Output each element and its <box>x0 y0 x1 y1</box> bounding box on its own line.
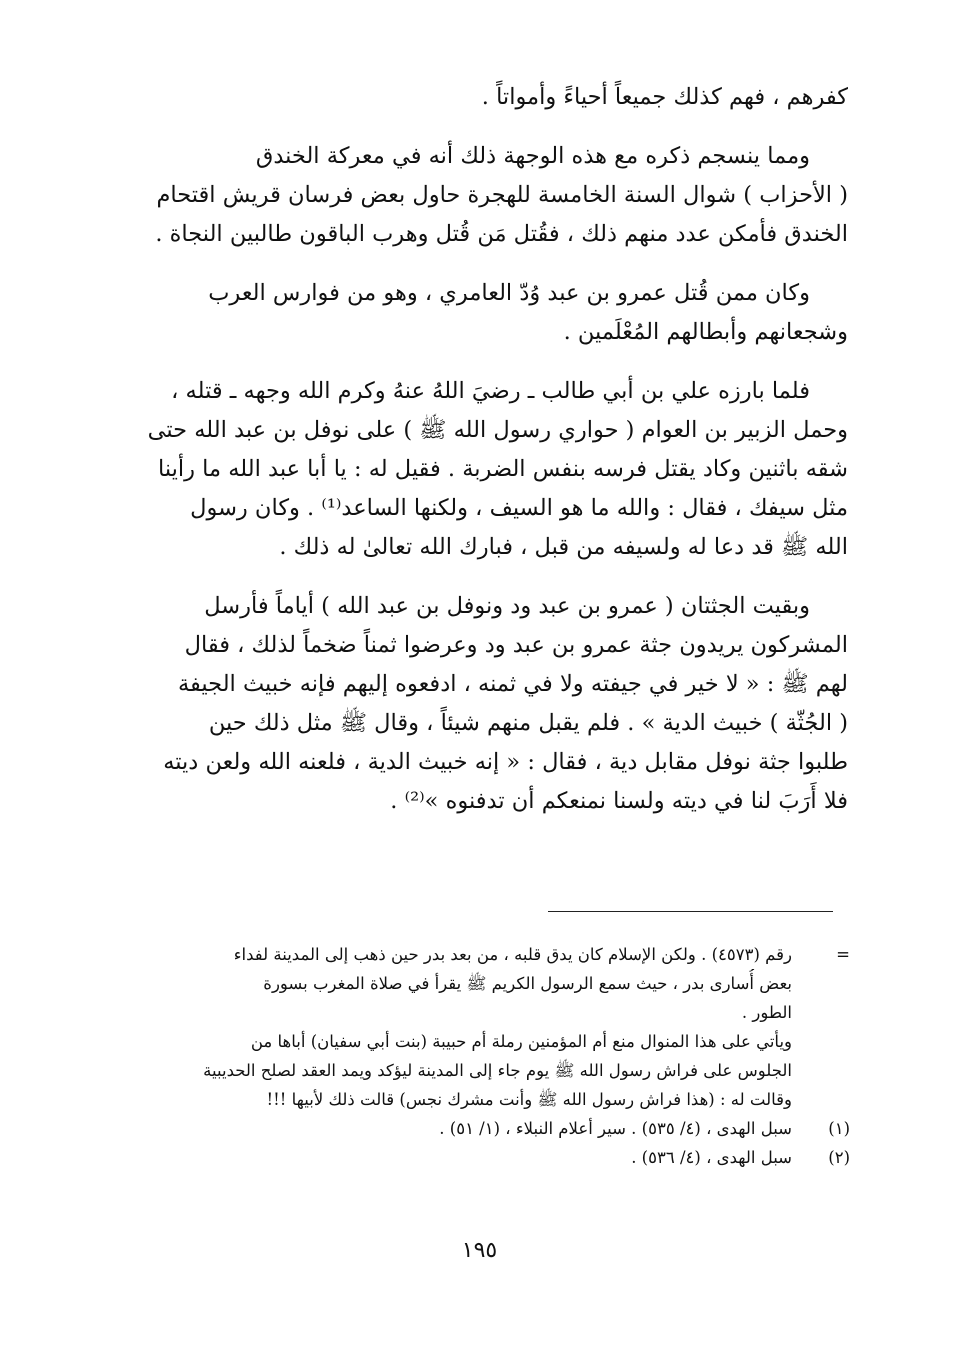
footnote-text: رقم (٤٥٧٣) . ولكن الإسلام كان يدق قلبه ، من بعد بدر حين ذهب إلى المدينة لفداء <box>233 945 792 964</box>
footnote-continuation-line: بعض أُسارى بدر ، حيث سمع الرسول الكريم ﷺ يقرأ في صلاة المغرب بسورة <box>263 974 792 993</box>
text-line: وكان ممن قُتل عمرو بن عبد وُدّ العامري ، وهو من فوارس العرب <box>208 280 810 306</box>
footnote-text: سبل الهدى ، (٤/ ٥٣٥) . سير أعلام النبلاء ، (١/ ٥١) . <box>439 1119 792 1138</box>
footnote-2 <box>128 1143 850 1172</box>
text-line: وشجعانهم وأبطالهم المُعْلَمين . <box>563 319 848 345</box>
footnote-number: (٢) <box>828 1148 850 1167</box>
footnote-continuation-line: الطور . <box>741 1003 792 1022</box>
footnote-text: سبل الهدى ، (٤/ ٥٣٦) . <box>631 1148 792 1167</box>
text-line: لهم ﷺ : « لا خير في جيفته ولا في ثمنه ، ادفعوه إليهم فإنه خبيث الجيفة <box>177 671 848 697</box>
paragraph-3 <box>136 274 848 352</box>
text-line: ( الأحزاب ) شوال السنة الخامسة للهجرة حاول بعض فرسان قريش اقتحام <box>156 182 848 208</box>
text-line: الله ﷺ قد دعا له ولسيفه من قبل ، فبارك الله تعالىٰ له ذلك . <box>279 534 848 560</box>
text-line: وحمل الزبير بن العوام ( حواري رسول الله ﷺ ) على نوفل بن عبد الله حتى <box>147 417 848 443</box>
text-line: فلا أَرَبَ لنا في ديته ولسنا نمنعكم أن تدفنوه »⁽²⁾ . <box>390 788 848 814</box>
text-line: المشركون يريدون جثة عمرو بن عبد ود وعرضوا ثمناً ضخماً لذلك ، فقال <box>184 632 848 658</box>
text-line: ( الجُثّة ) خبيث الدية » . فلم يقبل منهم شيئاً ، وقال ﷺ مثل ذلك حين <box>208 710 848 736</box>
text-line: مثل سيفك ، فقال : والله ما هو السيف ، ولكنها الساعد⁽¹⁾ . وكان رسول <box>190 495 848 521</box>
page-number: ١٩٥ <box>461 1238 498 1263</box>
paragraph-5 <box>136 587 848 821</box>
footnote-continuation-line: الجلوس على فراش رسول الله ﷺ يوم جاء إلى المدينة ليؤكد ويمد العقد لصلح الحديبية <box>203 1061 792 1080</box>
footnote-number: (١) <box>828 1119 850 1138</box>
paragraph-2 <box>136 137 848 254</box>
footnote-continuation-line: ويأتي على هذا المنوال منع أم المؤمنين رملة أم حبيبة (بنت أبي سفيان) أباها من <box>250 1032 792 1051</box>
text-line: ومما ينسجم ذكره مع هذه الوجهة ذلك أنه في معركة الخندق <box>255 143 810 169</box>
text-line: وبقيت الجثتان ( عمرو بن عبد ود ونوفل بن عبد الله ) أياماً فأرسل <box>204 593 810 619</box>
footnotes <box>128 940 850 1172</box>
paragraph-4 <box>136 372 848 567</box>
paragraph-1 <box>136 78 848 117</box>
text-line: فلما بارزه علي بن أبي طالب ـ رضيَ اللهُ عنهُ وكرم الله وجهه ـ قتله ، <box>171 378 810 404</box>
text-line: كفرهم ، فهم كذلك جميعاً أحياءً وأمواتاً . <box>481 84 848 110</box>
footnote-continuation-line <box>128 940 850 969</box>
footnote-separator <box>548 911 833 912</box>
footnote-continuation-line: وقالت له : (هذا فراش رسول الله ﷺ وأنت مشرك نجس) قالت ذلك لأبيها !!! <box>266 1090 792 1109</box>
continuation-marker: = <box>836 945 850 964</box>
text-line: طلبوا جثة نوفل مقابل دية ، فقال : « إنه خبيث الدية ، فلعنه الله ولعن ديته <box>163 749 848 775</box>
text-line: شقه باثنين وكاد يقتل فرسه بنفس الضربة . فقيل له : يا أبا عبد الله ما رأينا <box>158 456 848 482</box>
text-line: الخندق فأمكن عدد منهم ذلك ، فقُتل مَن قُتل وهرب الباقون طالبين النجاة . <box>155 221 848 247</box>
footnote-1 <box>128 1114 850 1143</box>
main-text <box>136 78 848 841</box>
